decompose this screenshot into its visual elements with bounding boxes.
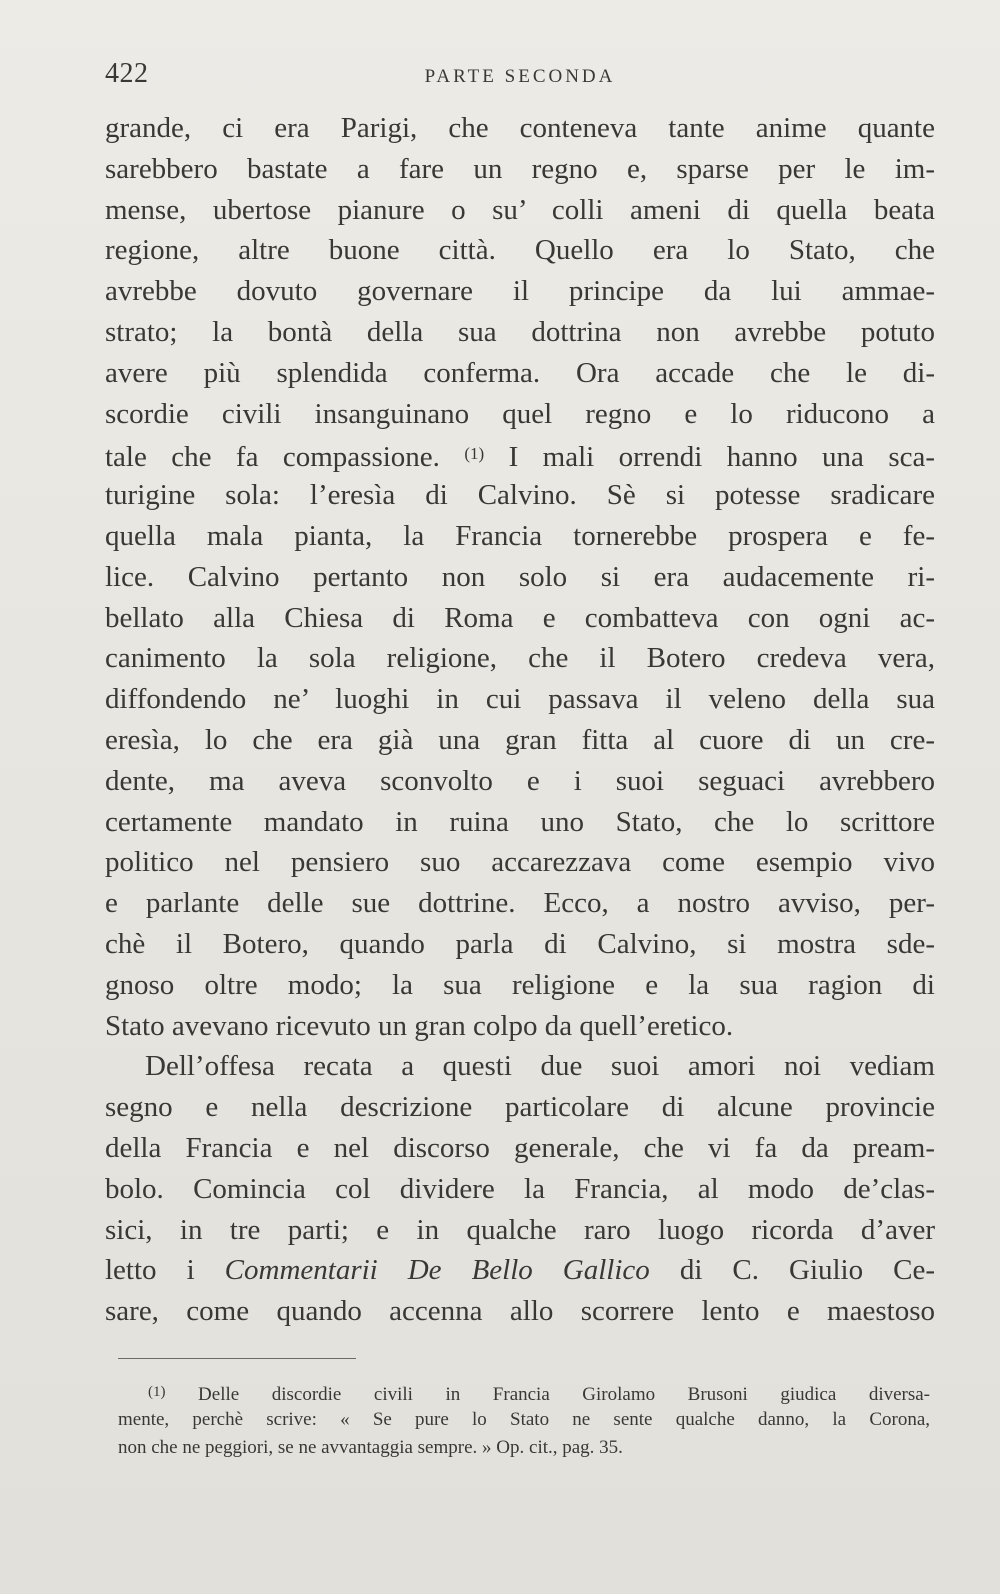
text-line: avrebbe dovuto governare il principe da lui ammae-	[105, 275, 935, 308]
footnote-reference[interactable]: (1)	[464, 444, 485, 464]
text-line: lice. Calvino pertanto non solo si era audacemente ri-	[105, 560, 935, 593]
text-fragment: Delle discordie civili in Francia Girolamo Brusoni giudica diversa-	[198, 1384, 931, 1405]
text-line: grande, ci era Parigi, che conteneva tante anime quante	[105, 112, 935, 144]
footnote-separator	[118, 1358, 356, 1359]
text-line: certamente mandato in ruina uno Stato, che lo scrittore	[105, 805, 935, 838]
text-line: bellato alla Chiesa di Roma e combatteva con ogni ac-	[105, 601, 935, 634]
text-line: avere più splendida conferma. Ora accade che le di-	[105, 356, 935, 389]
text-line: eresìa, lo che era già una gran fitta al cuore di un cre-	[105, 723, 935, 756]
body-text	[105, 108, 935, 1332]
text-line: Dell’offesa recata a questi due suoi amori noi vediam	[145, 1050, 935, 1083]
text-line: sare, come quando accenna allo scorrere lento e maestoso	[105, 1295, 935, 1328]
footnote-line: non che ne peggiori, se ne avvantaggia sempre. » Op. cit., pag. 35.	[118, 1437, 623, 1458]
text-line: regione, altre buone città. Quello era lo Stato, che	[105, 234, 935, 267]
text-line: sarebbero bastate a fare un regno e, sparse per le im-	[105, 152, 935, 185]
page-number: 422	[105, 58, 149, 89]
footnote-line: mente, perchè scrive: « Se pure lo Stato ne sente qualche danno, la Corona,	[118, 1409, 930, 1430]
text-line: gnoso oltre modo; la sua religione e la sua ragion di	[105, 968, 935, 1001]
text-line: politico nel pensiero suo accarezzava come esempio vivo	[105, 846, 935, 879]
text-line: segno e nella descrizione particolare di alcune provincie	[105, 1091, 935, 1124]
text-line: e parlante delle sue dottrine. Ecco, a nostro avviso, per-	[105, 887, 935, 920]
text-line: diffondendo ne’ luoghi in cui passava il veleno della sua	[105, 683, 935, 716]
text-line	[105, 434, 935, 475]
text-fragment: tale che fa compassione.	[105, 441, 440, 474]
text-line: della Francia e nel discorso generale, che vi fa da pream-	[105, 1131, 935, 1164]
text-line: strato; la bontà della sua dottrina non avrebbe potuto	[105, 315, 935, 348]
page-header	[105, 58, 935, 98]
text-line: canimento la sola religione, che il Botero credeva vera,	[105, 642, 935, 675]
text-line	[105, 1250, 935, 1291]
text-line: mense, ubertose pianure o su’ colli ameni di quella beata	[105, 193, 935, 226]
text-line: turigine sola: l’eresìa di Calvino. Sè si potesse sradicare	[105, 479, 935, 512]
text-line: chè il Botero, quando parla di Calvino, si mostra sde-	[105, 927, 935, 960]
text-line: sici, in tre parti; e in qualche raro luogo ricorda d’aver	[105, 1213, 935, 1246]
text-line: quella mala pianta, la Francia tornerebbe prospera e fe-	[105, 519, 935, 552]
text-line: dente, ma aveva sconvolto e i suoi seguaci avrebbero	[105, 764, 935, 797]
footnotes	[118, 1378, 930, 1462]
footnote-line	[118, 1378, 930, 1406]
text-line: scordie civili insanguinano quel regno e lo riducono a	[105, 397, 935, 430]
footnote-mark: (1)	[148, 1384, 166, 1400]
text-fragment: I mali orrendi hanno una sca-	[508, 441, 936, 474]
text-fragment: di C. Giulio Ce-	[679, 1254, 936, 1287]
running-title: PARTE SECONDA	[424, 66, 616, 87]
text-line: Stato avevano ricevuto un gran colpo da quell’eretico.	[105, 1009, 734, 1042]
text-fragment: letto i	[105, 1254, 195, 1287]
italic-title: Commentarii De Bello Gallico	[224, 1254, 650, 1287]
text-line: bolo. Comincia col dividere la Francia, al modo de’clas-	[105, 1172, 935, 1205]
